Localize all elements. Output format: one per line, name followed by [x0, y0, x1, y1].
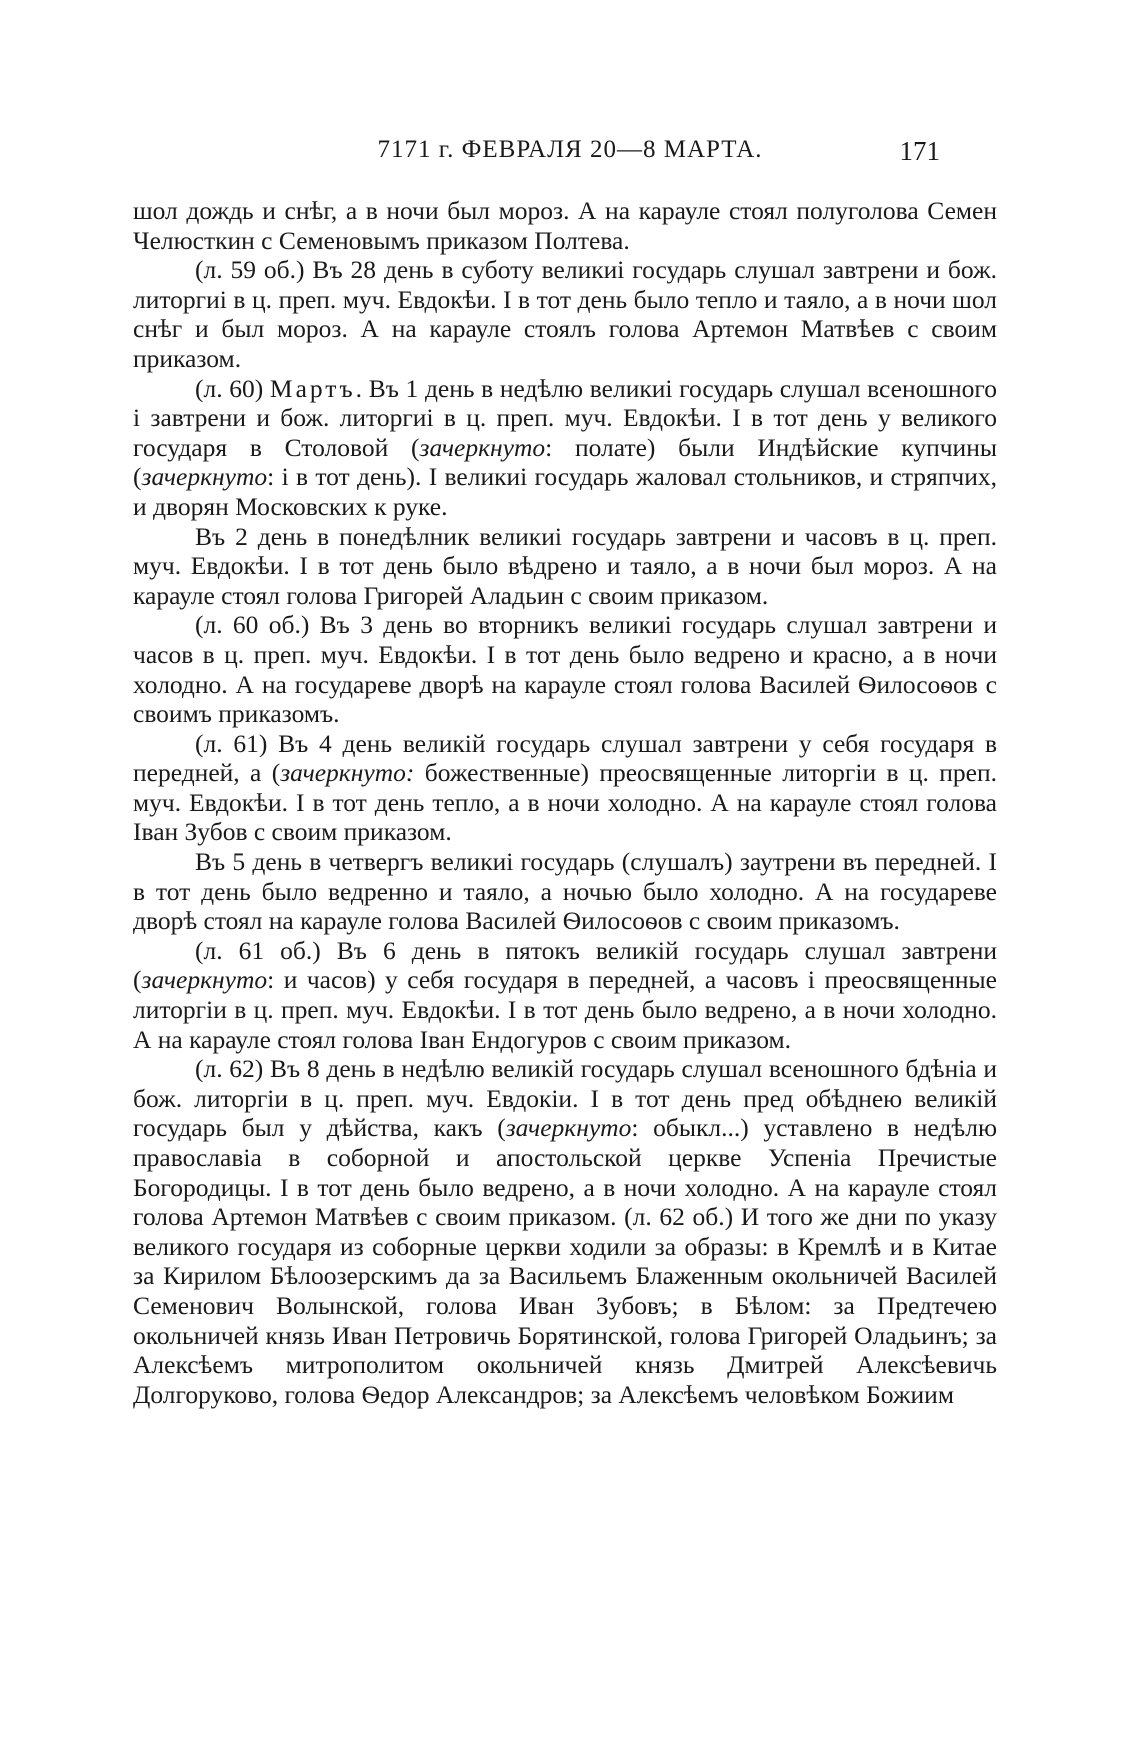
text-run: божественные) преосвященные литоргіи в ц. преп. муч. Евдокѣи. І в тот день тепло, а в ночи холодно. А на карауле стоял голова Іван Зубов с своим приказом. — [133, 758, 997, 847]
paragraph-3 — [133, 374, 997, 522]
editorial-note: зачеркнуто — [505, 1113, 632, 1143]
text-run: (л. 60 об.) Въ 3 день во вторникъ великиі государь слушал завтрени и часов в ц. преп. муч. Евдокѣи. І в тот день было ведрено и красно, а в ночи холодно. А на государеве дворѣ на карауле стоял голова Василей Ѳилосоѳов с своимъ приказомъ. — [133, 610, 997, 729]
editorial-note: зачеркнуто: — [280, 758, 415, 788]
text-run: шол дождь и снѣг, а в ночи был мороз. А на карауле стоял полуголова Семен Челюсткин с Семеновымъ приказом Полтева. — [133, 196, 997, 255]
editorial-note: зачеркнуто — [141, 965, 268, 995]
text-run: : і в тот день). І великиі государь жаловал стольников, и стряпчих, и дворян Московских к руке. — [133, 462, 997, 521]
editorial-note: зачеркнуто — [141, 462, 268, 492]
paragraph-1 — [133, 196, 997, 255]
paragraph-8 — [133, 936, 997, 1054]
text-run: (л. 60) — [195, 373, 270, 403]
text-run: : полате) были Индѣйские купчины ( — [133, 432, 997, 492]
text-run: Въ 5 день в четвергъ великиі государь (слушалъ) заутрени въ передней. І в тот день было ведренно и таяло, а ночью было холодно. А на государеве дворѣ стоял на карауле голова Василей Ѳилосоѳов с своим приказомъ. — [133, 847, 997, 936]
running-title: 7171 г. ФЕВРАЛЯ 20—8 МАРТА. — [377, 136, 763, 163]
editorial-note: зачеркнуто — [419, 432, 546, 462]
running-head — [132, 136, 1008, 176]
paragraph-7 — [133, 847, 997, 936]
page-body — [133, 196, 997, 1409]
text-run: . Въ 1 день в недѣлю великиі государь слушал всеношного і завтрени и бож. литоргиі в ц. преп. муч. Евдокѣи. І в тот день у великого государя в Столовой ( — [133, 373, 997, 462]
paragraph-2 — [133, 255, 997, 373]
text-run: (л. 62) Въ 8 день в недѣлю великій государь слушал всеношного бдѣніа и бож. литоргіи в ц. преп. муч. Евдокіи. І в тот день пред обѣднею великій государь был у дѣйства, какъ ( — [133, 1054, 997, 1143]
paragraph-5 — [133, 610, 997, 728]
text-run: (л. 61) Въ 4 день великій государь слушал завтрени у себя государя в передней, а ( — [133, 728, 997, 788]
text-run: : обыкл...) уставлено в недѣлю православіа в соборной и апостольской церкве Успеніа Пречистые Богородицы. І в тот день было ведрено, а в ночи холодно. А на карауле стоял голова Артемон Матвѣев с своим приказом. (л. 62 об.) И того же дни по указу великого государя из соборные церкви ходили за образы: в Кремлѣ и в Китае за Кирилом Бѣлоозерскимъ да за Васильемъ Блаженным окольничей Василей Семенович Волынской, голова Иван Зубовъ; в Бѣлом: за Предтечею окольничей князь Иван Петровичь Борятинской, голова Григорей Оладьинъ; за Алексѣемъ митрополитом окольничей князь Дмитрей Алексѣевичь Долгоруково, голова Ѳедор Александров; за Алексѣемъ человѣком Божиим — [133, 1113, 997, 1409]
text-run: (л. 61 об.) Въ 6 день в пятокъ великій государь слушал завтрени ( — [133, 935, 997, 995]
text-run: Въ 2 день в понедѣлник великиі государь завтрени и часовъ в ц. преп. муч. Евдокѣи. І в тот день было вѣдрено и таяло, а в ночи был мороз. А на карауле стоял голова Григорей Аладьин с своим приказом. — [133, 521, 997, 610]
month-heading: Мартъ — [269, 373, 356, 403]
paragraph-9 — [133, 1054, 997, 1409]
paragraph-6 — [133, 729, 997, 847]
text-run: : и часов) у себя государя в передней, а часовъ і преосвященные литоргіи в ц. преп. муч. Евдокѣи. І в тот день было ведрено, а в ночи холодно. А на карауле стоял голова Іван Ендогуров с своим приказом. — [133, 965, 997, 1054]
page-number: 171 — [899, 136, 940, 166]
text-run: (л. 59 об.) Въ 28 день в суботу великиі государь слушал завтрени и бож. литоргиі в ц. преп. муч. Евдокѣи. І в тот день было тепло и таяло, а в ночи шол снѣг и был мороз. А на карауле стоялъ голова Артемон Матвѣев с своим приказом. — [133, 255, 997, 373]
paragraph-4 — [133, 522, 997, 611]
